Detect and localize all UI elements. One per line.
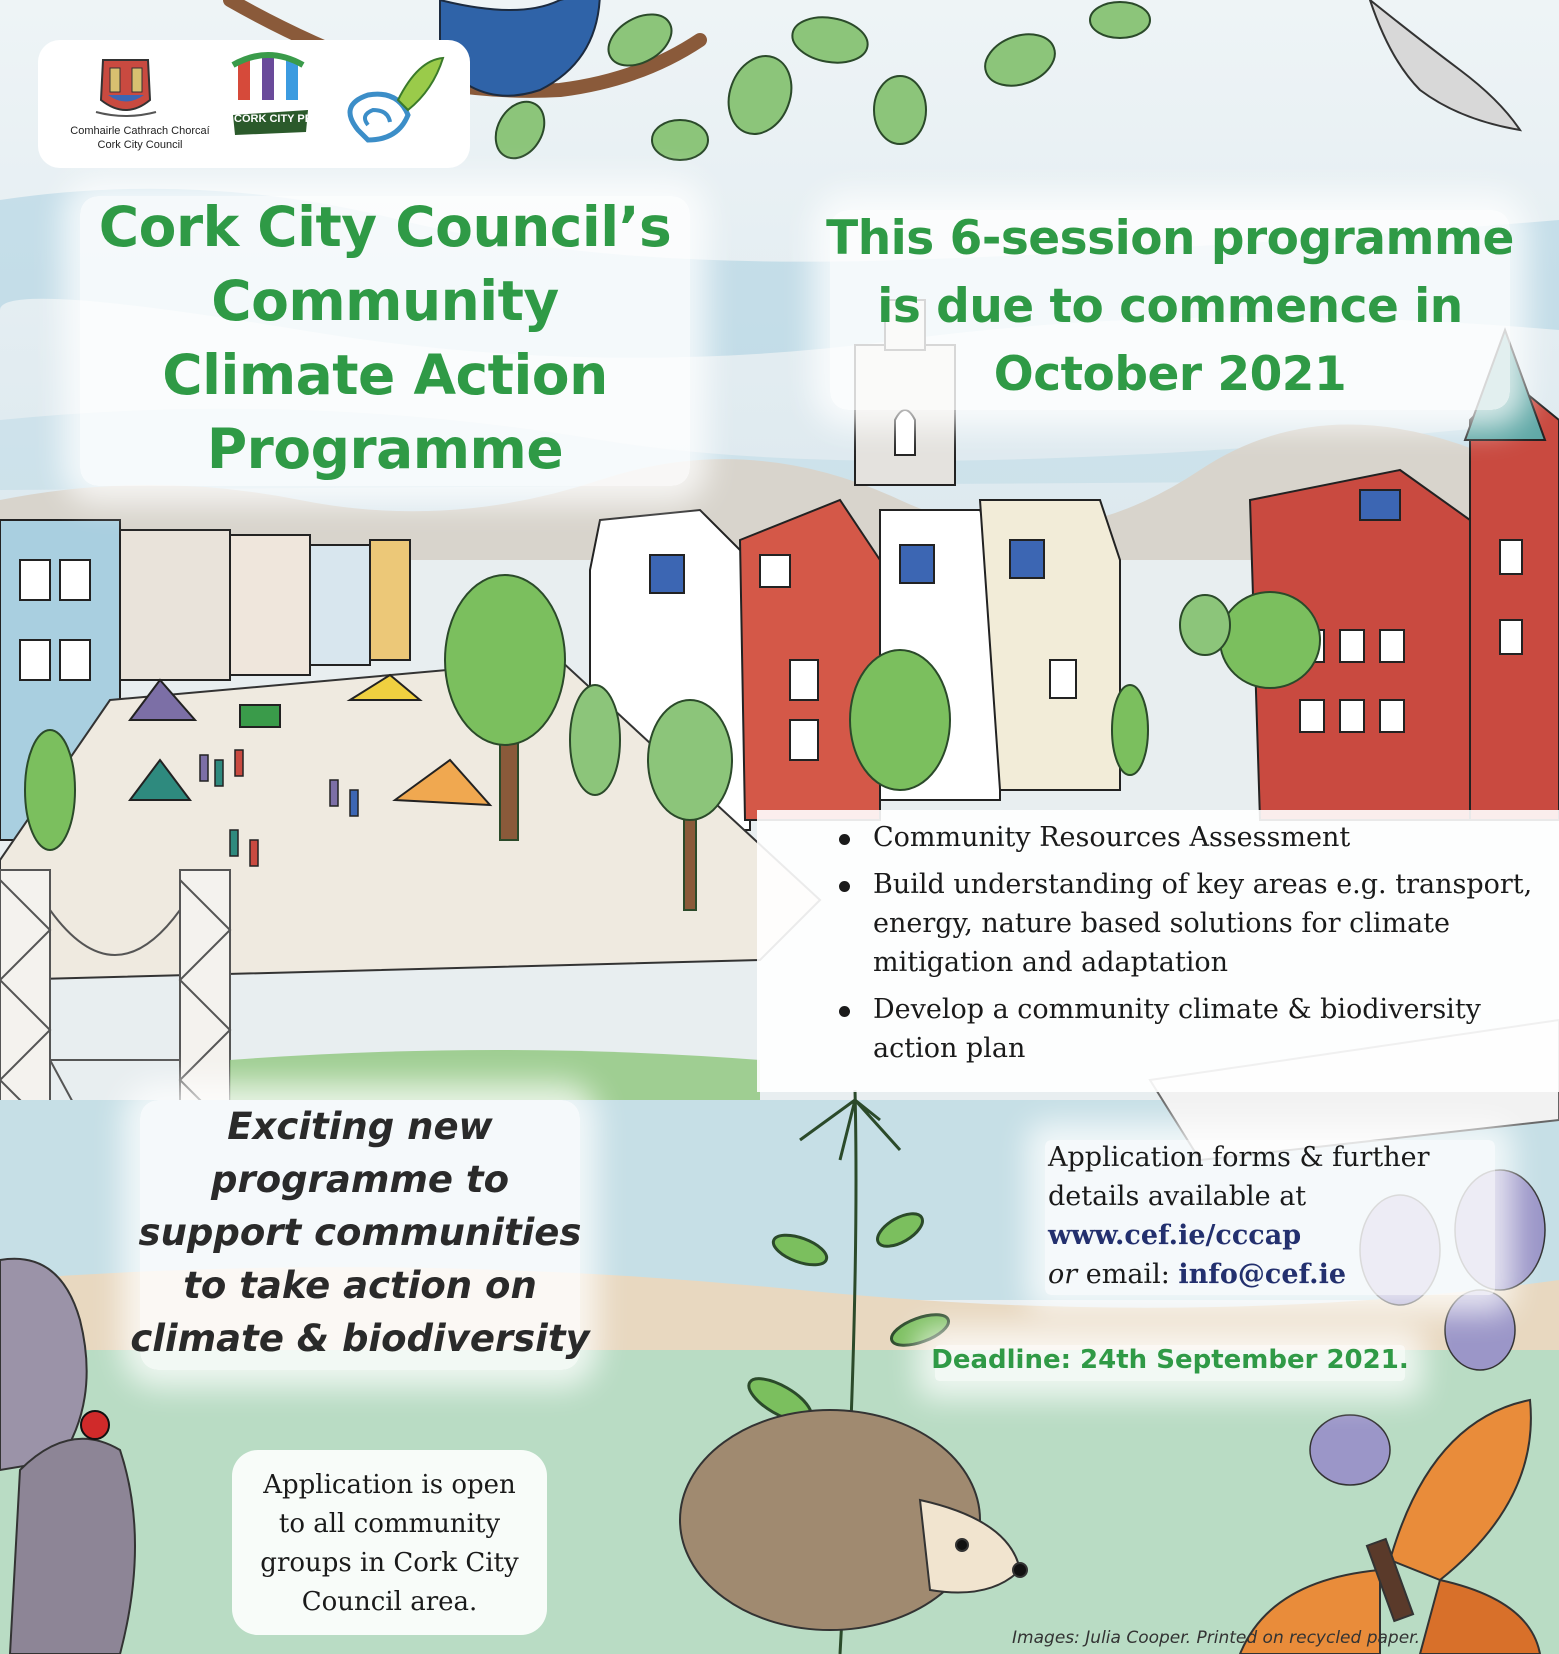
partner-logos	[38, 40, 470, 168]
image-credit: Images: Julia Cooper. Printed on recycled paper.	[1012, 1628, 1420, 1648]
tagline-line: to take action on	[183, 1264, 537, 1307]
topic-item: Community Resources Assessment	[833, 818, 1533, 857]
session-line: This 6-session programme	[826, 211, 1514, 266]
tagline-line: climate & biodiversity	[130, 1317, 590, 1360]
tagline-line: programme to	[210, 1158, 510, 1201]
title-line: Climate Action	[162, 343, 608, 407]
application-line: details available at	[1048, 1181, 1307, 1212]
topic-item: Build understanding of key areas e.g. transport, energy, nature based solutions for climate mitigation and adaptation	[833, 865, 1533, 982]
title-line: Community	[211, 269, 559, 333]
cork-city-council-wordmark	[60, 124, 220, 152]
programme-topics-list	[833, 818, 1533, 1076]
eligibility-line: groups in Cork City	[260, 1548, 519, 1578]
eligibility-text	[232, 1466, 547, 1622]
cork-city-coat-of-arms-icon	[96, 60, 156, 116]
application-line: Application forms & further	[1048, 1142, 1430, 1173]
tagline-line: support communities	[138, 1211, 582, 1254]
topic-item: Develop a community climate & biodiversity action plan	[833, 990, 1533, 1068]
website-link[interactable]: www.cef.ie/cccap	[1048, 1220, 1302, 1251]
email-link[interactable]: info@cef.ie	[1178, 1259, 1347, 1290]
eligibility-line: Application is open	[263, 1470, 516, 1500]
or-word: or	[1048, 1259, 1078, 1290]
session-line: October 2021	[993, 347, 1347, 402]
council-name-irish: Comhairle Cathrach Chorcaí	[70, 125, 210, 137]
application-deadline: Deadline: 24th September 2021.	[931, 1345, 1409, 1375]
session-announcement	[800, 205, 1540, 409]
eligibility-line: Council area.	[301, 1587, 478, 1617]
session-line: is due to commence in	[877, 279, 1463, 334]
application-info	[1048, 1138, 1538, 1294]
cork-environmental-forum-logo-icon	[350, 58, 443, 140]
title-line: Programme	[206, 417, 564, 481]
council-name-english: Cork City Council	[97, 139, 183, 151]
title-line: Cork City Council’s	[98, 195, 672, 259]
tagline-line: Exciting new	[227, 1105, 493, 1148]
eligibility-line: to all community	[278, 1509, 501, 1539]
ladybird	[81, 1411, 109, 1439]
email-label: email:	[1077, 1259, 1179, 1290]
ppn-logo-text: CORK CITY PPN	[234, 113, 320, 125]
programme-title	[60, 190, 710, 486]
programme-tagline	[120, 1100, 600, 1365]
